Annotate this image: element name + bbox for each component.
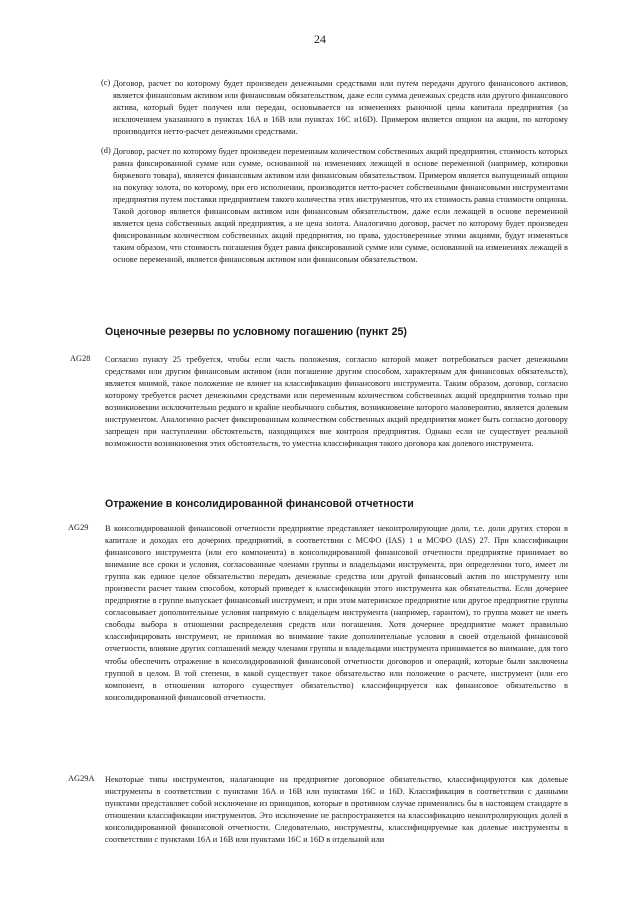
page-number: 24 — [314, 32, 326, 46]
list-item-text: Договор, расчет по которому будет произведен переменным количеством собственных акций предприятия, стоимость которых равна фиксированной сумме или сумме, основанной на изменениях лежащей в основе переменной (например, котировки биржевого товара), является финансовым активом или финансовым обязательством. Примером является выпущенный опцион на покупку золота, по которому, при его исполнении, производится нетто-расчет собственными финансовыми инструментами предприятия путем поставки предприятием такого количества этих инструментов, что их стоимость равна стоимости опциона. Такой договор является финансовым активом или финансовым обязательством, даже если лежащей в основе переменной является цена собственных акций предприятия, а не цена золота. Аналогично договор, расчет по которому будет произведен фиксированным количеством собственных акций предприятия, но права, удостоверенные этими акциями, будут изменяться таким образом, что стоимость погашения будет равна фиксированной сумме или сумме, основанной на изменениях лежащей в основе переменной, является финансовым активом или финансовым обязательством. — [113, 147, 568, 265]
paragraph-ag29a — [68, 774, 568, 846]
list-item-marker: (c) — [101, 78, 111, 87]
paragraph-ag29 — [68, 523, 568, 704]
list-item-text: Договор, расчет по которому будет произведен денежными средствами или путем передачи другого финансового активов, является финансовым активом или финансовым обязательством, даже если сумма денежных средств или другого финансового актива, который будет получен или передан, основывается на изменениях рыночной цены капитала предприятия (за исключением указанного в пунктах 16A и 16B или пунктах 16C и16D). Примером является опцион на акции, по которому производится нетто-расчет денежными средствами. — [113, 79, 568, 137]
paragraph-marker: AG29A — [68, 774, 95, 783]
list-item-c — [101, 78, 568, 138]
paragraph-ag28 — [70, 354, 568, 450]
paragraph-text: Согласно пункту 25 требуется, чтобы если часть положения, согласно которой может потребоваться расчет денежными средствами или другим финансовым активом (или погашение другим способом, характерным для финансовых обязательств), является мнимой, такое положение не влияет на классификацию финансового инструмента. Таким образом, договор, согласно которому требуется расчет денежными средствами или переменным количеством собственных акций предприятия только при возникновении исключительно редкого и крайне необычного события, возникновение которого маловероятно, является долевым инструментом. Аналогично расчет фиксированным количеством собственных акций предприятия может быть согласно договору запрещен при наступлении обстоятельств, находящихся вне контроля предприятия. Однако если не существует реальной возможности возникновения этих обстоятельств, то уместна классификация такого договора как долевого инструмента. — [105, 355, 568, 449]
paragraph-marker: AG28 — [70, 354, 91, 363]
section-heading-consolidated-statements: Отражение в консолидированной финансовой отчетности — [105, 498, 414, 510]
paragraph-text: Некоторые типы инструментов, налагающие на предприятие договорное обязательство, классифицируются как долевые инструменты в соответствии с пунктами 16A и 16B или пунктами 16C и 16D. Классификация в соответствии с данными пунктами представляет собой исключение из принципов, которые в противном случае применялись бы в настоящем стандарте в отношении классификации инструментов. Это исключение не распространяется на классификацию неконтролирующих долей в консолидированной финансовой отчетности. Следовательно, инструменты, классифицируемые как долевые инструменты в соответствии с пунктами 16A и 16B или пунктами 16C и 16D в отдельной или — [105, 775, 568, 845]
paragraph-marker: AG29 — [68, 523, 89, 532]
list-item-marker: (d) — [101, 146, 111, 155]
list-item-d — [101, 146, 568, 266]
paragraph-text: В консолидированной финансовой отчетности предприятие представляет неконтролирующие доли, т.е. доли других сторон в капитале и доходах его дочерних предприятий, в соответствии с МСФО (IAS) 1 и МСФО (IAS) 27. При классификации финансового инструмента (или его компонента) в консолидированной финансовой отчетности предприятие принимает во внимание все сроки и условия, согласованные членами группы и владельцами инструмента, при определении того, имеет ли группа как единое целое обязательство передать денежные средства или другой финансовый актив по инструменту или произвести расчет таким способом, который приведет к классификации этого инструмента как обязательства. Если дочернее предприятие в группе выпускает финансовый инструмент, и при этом материнское предприятие или другое предприятие группы согласовывает дополнительные условия напрямую с владельцем инструмента (например, гарантом), то группа может не иметь свободы выбора в отношении распределения средств или погашения. Хотя дочернее предприятие может правильно классифицировать инструмент, не принимая во внимание такие дополнительные условия в своей отдельной финансовой отчетности, влияние других соглашений между членами группы и владельцами инструмента принимается во внимание, для того чтобы обеспечить отражение в консолидированной финансовой отчетности договоров и операций, которые были заключены группой в целом. В той степени, в какой существует такое обязательство или положение о расчете, инструмент (или его компонент, в отношении которого существует обязательство) классифицируется как финансовое обязательство в консолидированной финансовой отчетности. — [105, 524, 568, 702]
section-heading-conditional-settlement: Оценочные резервы по условному погашению (пункт 25) — [105, 326, 407, 338]
